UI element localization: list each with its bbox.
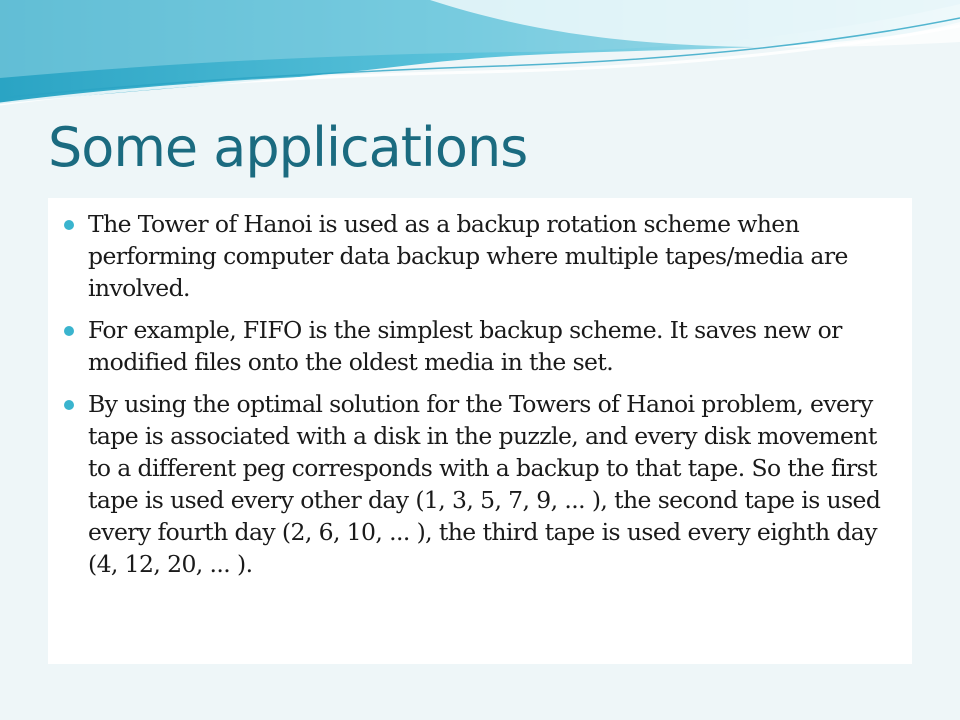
bullet-dot-icon (64, 326, 74, 336)
wave-header-decoration (0, 0, 960, 110)
content-panel (48, 198, 912, 664)
bullet-text: For example, FIFO is the simplest backup scheme. It saves new or modified files onto the oldest media in the set. (88, 316, 842, 376)
bullet-dot-icon (64, 400, 74, 410)
bullet-text: The Tower of Hanoi is used as a backup rotation scheme when performing computer data backup where multiple tapes/media are involved. (88, 210, 848, 302)
bullet-list (48, 198, 912, 580)
bullet-dot-icon (64, 220, 74, 230)
bullet-item (62, 314, 892, 378)
bullet-text: By using the optimal solution for the Towers of Hanoi problem, every tape is associated with a disk in the puzzle, and every disk movement to a different peg corresponds with a backup to that tape. So the first tape is used every other day (1, 3, 5, 7, 9, ... ), the second tape is used every fourth day (2, 6, 10, ... ), the third tape is used every eighth day (4, 12, 20, ... ). (88, 390, 881, 578)
bullet-item (62, 388, 892, 580)
bullet-item (62, 208, 892, 304)
slide-title: Some applications (48, 116, 528, 179)
